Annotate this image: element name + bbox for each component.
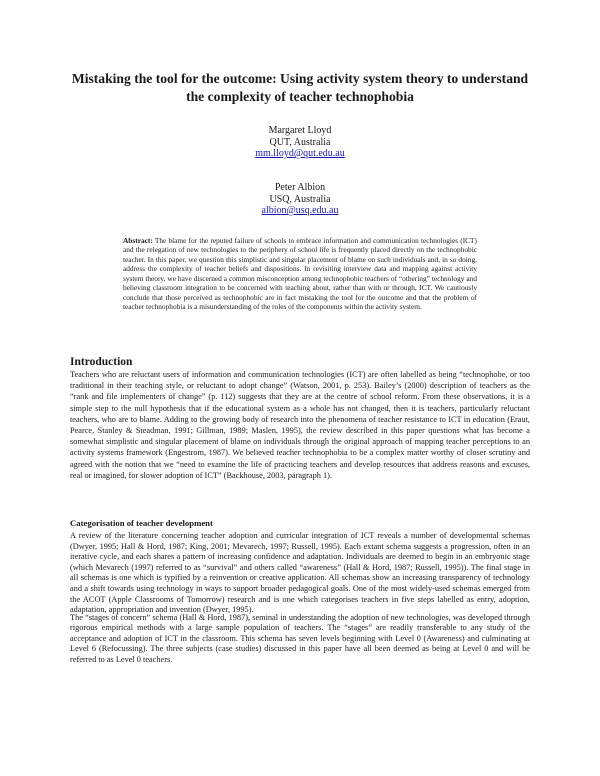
author-email-link[interactable]: albion@usq.edu.au <box>261 205 339 216</box>
author-name: Margaret Lloyd <box>268 125 332 136</box>
author-affiliation: QUT, Australia <box>269 136 331 148</box>
author-block-1 <box>150 125 450 160</box>
paper-title: Mistaking the tool for the outcome: Using activity system theory to understand the complexity of teacher technophobia <box>71 71 529 104</box>
section-heading: Introduction <box>70 356 133 368</box>
author-name: Peter Albion <box>274 182 326 193</box>
author-email-link[interactable]: mm.lloyd@qut.edu.au <box>255 148 345 159</box>
intro-paragraph: Teachers who are reluctant users of information and communication technologies (ICT) are often labelled as being “technophobe, or too traditional in their teaching style, or reluctant to adopt change” (Watson, 2001, p. 253). Bailey’s (2000) description of teachers as the “rank and file implementers of change” (p. 112) suggests that they are at the centre of school reform. From these observations, it is a simple step to the null hypothesis that if the educational system as a whole has not changed, then it is teachers, particularly reluctant teachers, who are to blame. Adding to the growing body of research into the phenomena of teacher resistance to ICT in education (Eraut, Pearce, Stanley & Steadman, 1991; Gillman, 1989; Maslen, 1995), the review described in this paper questions what has become a somewhat simplistic and singular placement of blame on individuals through the original approach of mapping teacher perceptions to an activity systems framework (Engestrom, 1987). We believed teacher technophobia to be a complex matter worthy of closer scrutiny and agreed with the notion that we “need to examine the life of practicing teachers and develop resources that address reasons and excuses, real or imagined, for slower adoption of ICT” (Backhouse, 2003, paragraph 1). <box>70 370 530 480</box>
abstract-text: The blame for the reputed failure of schools to embrace information and communication technologies (ICT) and the relegation of new technologies to the periphery of school life is frequently placed directly on the technophobic teacher. In this paper, we question this simplistic and singular placement of blame on such individuals and, in so doing, address the complexity of teacher beliefs and dispositions. In revisiting interview data and mapping against activity system theory, we have discerned a common misconception among technophobic teachers of “othering” technology and believing classroom integration to be concerned with teaching about, rather than with or through, ICT. We cautiously conclude that those perceived as technophobic are in fact mistaking the tool for the outcome and that the problem of teacher technophobia is a misunderstanding of the roles of the components within the activity system. <box>123 236 477 312</box>
abstract-label: Abstract: <box>123 236 153 245</box>
stages-paragraph: The “stages of concern” schema (Hall & Hord, 1987), seminal in understanding the adoption of new technologies, was developed through rigorous empirical methods with a large sample population of teachers. The “stages” are readily transferable to any study of the acceptance and adoption of ICT in the classroom. This schema has seven levels beginning with Level 0 (Awareness) and culminating at Level 6 (Refocussing). The three subjects (case studies) discussed in this paper have all been deemed as being at Level 0 and will be referred to as Level 0 teachers. <box>70 613 530 664</box>
author-block-2 <box>150 182 450 217</box>
subsection-heading: Categorisation of teacher development <box>70 518 213 528</box>
author-affiliation: USQ, Australia <box>269 193 331 205</box>
abstract <box>123 236 477 312</box>
categorisation-paragraph: A review of the literature concerning teacher adoption and curricular integration of ICT reveals a number of developmental schemas (Dwyer, 1995; Hall & Hord, 1987; King, 2001; Mevarech, 1997; Russell, 1995). Each extant schema suggests a progression, often in an iterative cycle, and each shares a pattern of increasing confidence and adaptation. Individuals are deemed to begin in an embryonic stage (which Mevarech (1997) referred to as “survival” and others called “awareness” (Hall & Hord, 1987; Russell, 1995)). The final stage in all schemas is one which is typified by a reinvention or creative application. All schemas show an increasing transparency of technology and a shift towards using technology in ways to support broader pedagogical goals. One of the most widely-used schemas emerged from the ACOT (Apple Classrooms of Tomorrow) research and is one which categorises teachers in five steps labelled as entry, adoption, adaptation, appropriation and invention (Dwyer, 1995). <box>70 531 530 615</box>
